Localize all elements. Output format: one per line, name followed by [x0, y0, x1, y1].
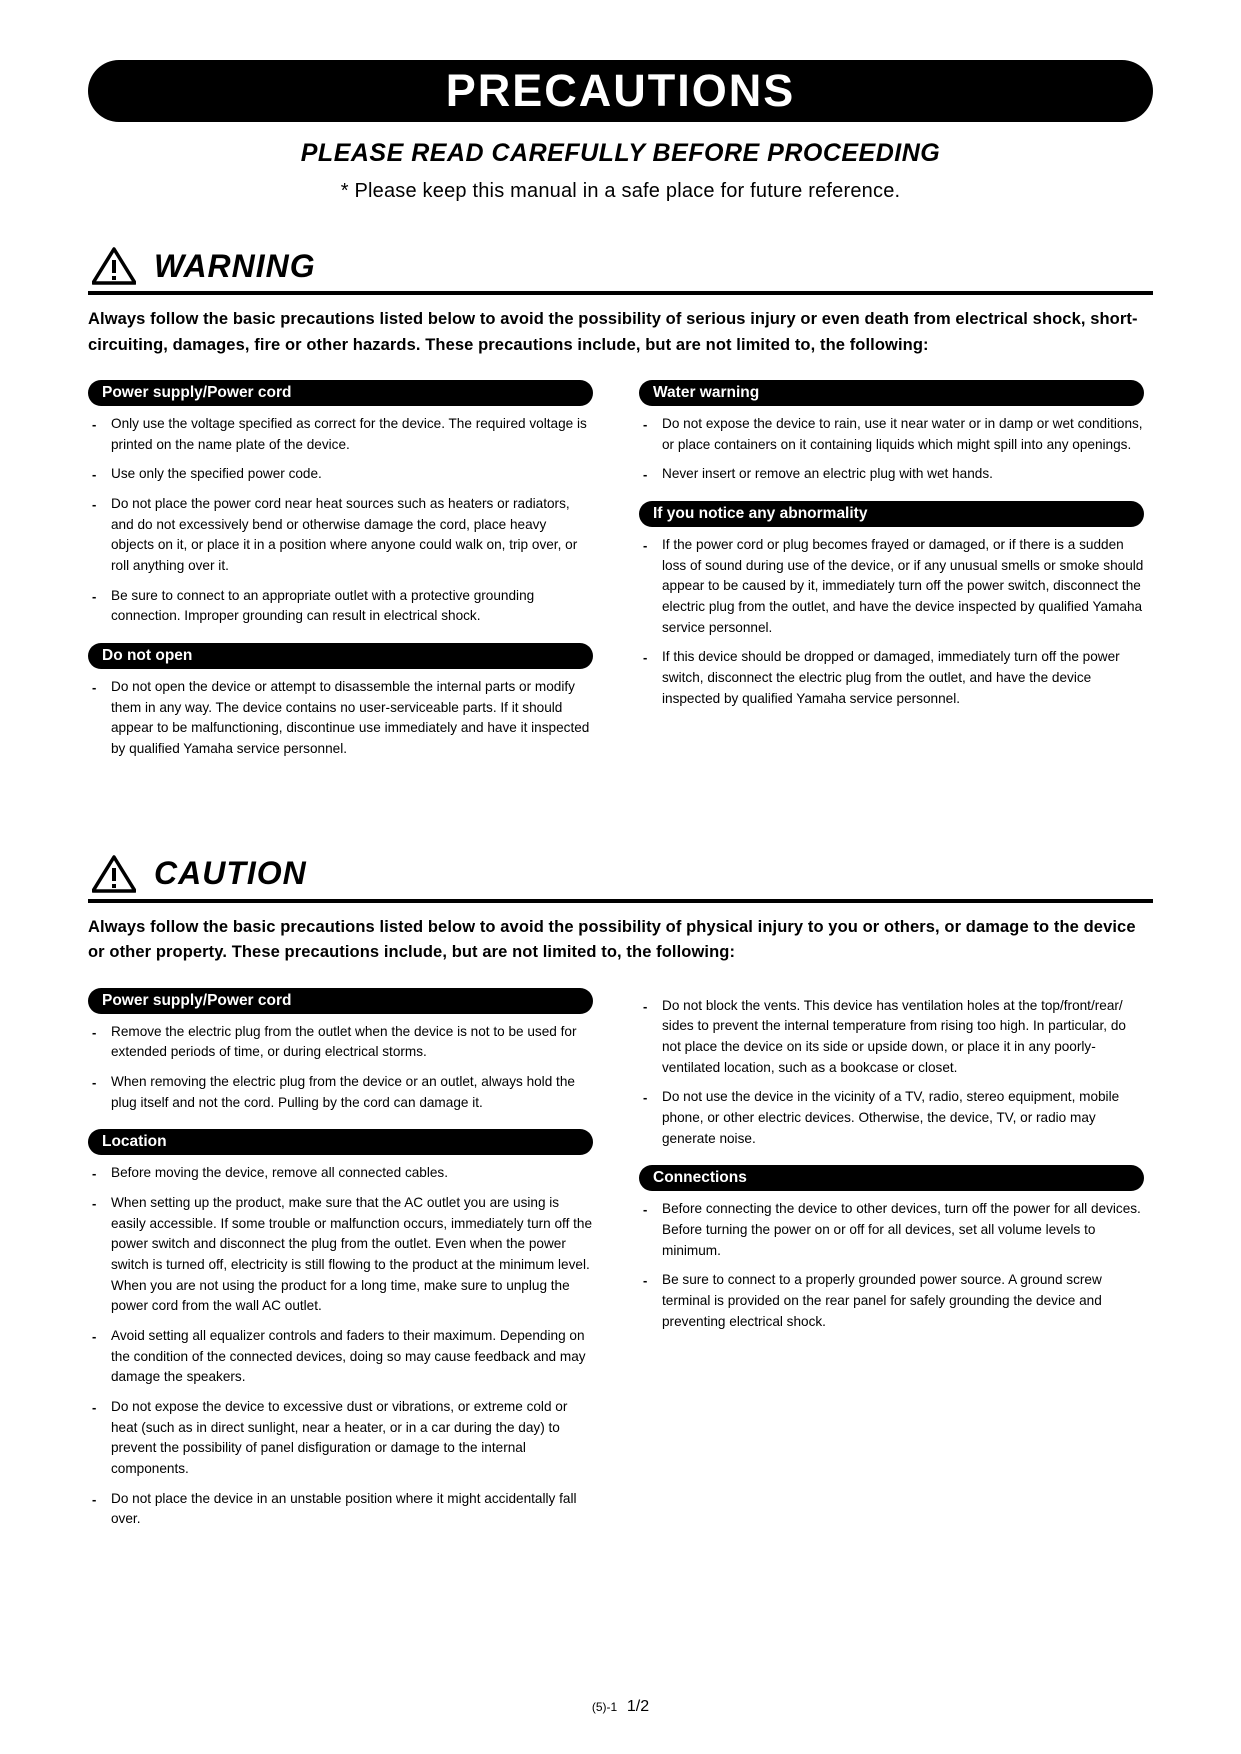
list-item-text: Do not open the device or attempt to disassemble the internal parts or modify them in any way. The device contains no user-serviceable parts. If it should appear to be malfunctioning, discontinue use immediately and have it inspected by qualified Yamaha service personnel.	[111, 679, 590, 756]
warning-left-column	[88, 380, 593, 769]
dash-bullet-icon: -	[92, 1075, 97, 1091]
dash-bullet-icon: -	[92, 680, 97, 696]
category-label: Power supply/Power cord	[102, 991, 292, 1009]
list-item	[639, 464, 1144, 485]
page-subtitle: PLEASE READ CAREFULLY BEFORE PROCEEDING	[300, 139, 941, 167]
dash-bullet-icon: -	[92, 1329, 97, 1344]
dash-bullet-icon: -	[92, 1024, 97, 1040]
category-label: Location	[102, 1133, 167, 1151]
list-item-text: Do not use the device in the vicinity of a TV, radio, stereo equipment, mobile phone, or other electric devices. Otherwise, the device, TV, or radio may generate noise.	[662, 1089, 1120, 1146]
dash-bullet-icon: -	[92, 1166, 97, 1182]
dash-bullet-icon: -	[92, 1491, 97, 1507]
list-item-text: Be sure to connect to an appropriate outlet with a protective grounding connection. Improper grounding can result in electrical shock.	[111, 587, 535, 624]
list-item	[639, 414, 1144, 455]
list-item-text: Before connecting the device to other devices, turn off the power for all devices. Before turning the power on or off for all devices, set all volume levels to minimum.	[662, 1201, 1141, 1258]
list-item-text: Before moving the device, remove all connected cables.	[111, 1165, 449, 1181]
list-item	[639, 1199, 1144, 1261]
caution-title: CAUTION	[154, 855, 307, 892]
dash-bullet-icon: -	[643, 417, 648, 433]
list-item-text: Never insert or remove an electric plug with wet hands.	[662, 466, 993, 482]
page-footer	[0, 1698, 1241, 1716]
list-item	[88, 1193, 593, 1317]
dash-bullet-icon: -	[92, 588, 97, 604]
category-label: Water warning	[653, 384, 760, 402]
warning-triangle-icon	[92, 247, 136, 285]
dash-bullet-icon: -	[643, 1202, 648, 1218]
caution-left-column	[88, 988, 593, 1539]
category-header-water-warning	[639, 380, 1144, 406]
caution-triangle-icon	[92, 855, 136, 893]
list-item-text: Do not place the power cord near heat sources such as heaters or radiators, and do not excessively bend or otherwise damage the cord, place heavy objects on it, or place it in a position where anyone could walk on, trip over, or roll anything over it.	[111, 496, 578, 574]
caution-power-supply-list	[88, 1022, 593, 1114]
list-item-text: Do not place the device in an unstable position where it might accidentally fall over.	[111, 1490, 577, 1527]
list-item-text: Do not expose the device to rain, use it near water or in damp or wet conditions, or place containers on it containing liquids which might spill into any openings.	[662, 416, 1143, 452]
dash-bullet-icon: -	[92, 467, 97, 483]
category-label: Do not open	[102, 647, 193, 665]
list-item	[88, 494, 593, 577]
dash-bullet-icon: -	[643, 538, 648, 554]
category-header-power-supply	[88, 380, 593, 406]
dash-bullet-icon: -	[643, 998, 648, 1014]
list-item-text: Remove the electric plug from the outlet when the device is not to be used for extended periods of time, or during electrical storms.	[111, 1023, 577, 1060]
list-item-text: When setting up the product, make sure that the AC outlet you are using is easily accessible. If some trouble or malfunction occurs, immediately turn off the power switch and disconnect the plug from the outlet. Even when the power switch is turned off, electricity is still flowing to the product at the minimum level. When you are not using the product for a long time, make sure to unplug the power cord from the wall AC outlet.	[111, 1195, 593, 1314]
list-item-text: Be sure to connect to a properly grounded power source. A ground screw terminal is provided on the rear panel for safely grounding the device and preventing electrical shock.	[662, 1272, 1102, 1329]
list-item-text: Do not block the vents. This device has ventilation holes at the top/front/rear/ sides to prevent the internal temperature from rising too high. In particular, do not place the device on its side or upside down, or place it in any poorly-ventilated location, such as a bookcase or closet.	[662, 997, 1126, 1075]
category-header-abnormality	[639, 501, 1144, 527]
dash-bullet-icon: -	[92, 497, 97, 513]
page-title: PRECAUTIONS	[445, 65, 796, 116]
dash-bullet-icon: -	[92, 1196, 97, 1212]
caution-location-list	[88, 1163, 593, 1530]
list-item	[88, 464, 593, 485]
warning-heading	[88, 247, 1153, 285]
warning-power-supply-list	[88, 414, 593, 627]
list-item	[639, 1087, 1144, 1149]
warning-rule	[88, 291, 1153, 295]
page-title-banner	[88, 60, 1153, 122]
dash-bullet-icon: -	[643, 1090, 648, 1106]
category-header-location	[88, 1129, 593, 1155]
list-item-text: Avoid setting all equalizer controls and faders to their maximum. Depending on the condition of the connected devices, doing so may cause feedback and may damage the speakers.	[111, 1328, 586, 1385]
list-item	[88, 1489, 593, 1530]
category-header-do-not-open	[88, 643, 593, 669]
category-header-connections	[639, 1165, 1144, 1191]
list-item	[88, 586, 593, 627]
caution-connections-list	[639, 1199, 1144, 1332]
caution-lead-text: Always follow the basic precautions listed below to avoid the possibility of physical injury to you or others, or damage to the device or other property. These precautions include, but are not limited to, the following:	[88, 917, 1136, 962]
page-note: * Please keep this manual in a safe place for future reference.	[340, 180, 901, 202]
warning-title: WARNING	[154, 247, 316, 284]
warning-abnormality-list	[639, 535, 1144, 709]
footer-page-number: 1/2	[626, 1698, 650, 1715]
list-item	[88, 1163, 593, 1184]
list-item	[88, 1072, 593, 1113]
list-item	[639, 996, 1144, 1079]
dash-bullet-icon: -	[92, 1399, 97, 1415]
warning-water-list	[639, 414, 1144, 485]
list-item-text: Do not expose the device to excessive dust or vibrations, or extreme cold or heat (such as in direct sunlight, near a heater, or in a car during the day) to prevent the possibility of panel disfiguration or damage to the internal components.	[111, 1398, 568, 1476]
list-item-text: When removing the electric plug from the device or an outlet, always hold the plug itself and not the cord. Pulling by the cord can damage it.	[111, 1074, 575, 1110]
caution-rule	[88, 899, 1153, 903]
dash-bullet-icon: -	[92, 417, 97, 433]
list-item	[88, 677, 593, 760]
warning-columns	[88, 380, 1153, 769]
list-item-text: If this device should be dropped or damaged, immediately turn off the power switch, disconnect the electric plug from the outlet, and have the device inspected by qualified Yamaha service personnel.	[662, 649, 1120, 706]
caution-right-column	[639, 988, 1144, 1539]
category-label: Connections	[653, 1169, 747, 1187]
warning-do-not-open-list	[88, 677, 593, 760]
caution-columns	[88, 988, 1153, 1539]
footer-code: (5)-1	[591, 1700, 618, 1714]
caution-vents-list	[639, 996, 1144, 1150]
dash-bullet-icon: -	[643, 1273, 648, 1289]
list-item	[639, 1270, 1144, 1332]
list-item-text: Only use the voltage specified as correct for the device. The required voltage is printed on the name plate of the device.	[111, 416, 587, 452]
list-item	[88, 1326, 593, 1388]
list-item	[88, 414, 593, 455]
category-label: Power supply/Power cord	[102, 384, 292, 402]
list-item	[639, 647, 1144, 709]
list-item	[639, 535, 1144, 638]
category-label: If you notice any abnormality	[653, 505, 868, 523]
dash-bullet-icon: -	[643, 467, 648, 483]
caution-heading	[88, 855, 1153, 893]
list-item-text: Use only the specified power code.	[111, 466, 322, 482]
category-header-power-supply-caution	[88, 988, 593, 1014]
list-item	[88, 1022, 593, 1063]
list-item	[88, 1397, 593, 1480]
warning-right-column	[639, 380, 1144, 769]
list-item-text: If the power cord or plug becomes frayed or damaged, or if there is a sudden loss of sound during use of the device, or if any unusual smells or smoke should appear to be caused by it, immediately turn off the power switch, disconnect the electric plug from the outlet, and have the device inspected by qualified Yamaha service personnel.	[662, 537, 1144, 635]
warning-lead-text: Always follow the basic precautions listed below to avoid the possibility of serious injury or even death from electrical shock, short-circuiting, damages, fire or other hazards. These precautions include, but are not limited to, the following:	[88, 310, 1138, 354]
dash-bullet-icon: -	[643, 650, 648, 666]
